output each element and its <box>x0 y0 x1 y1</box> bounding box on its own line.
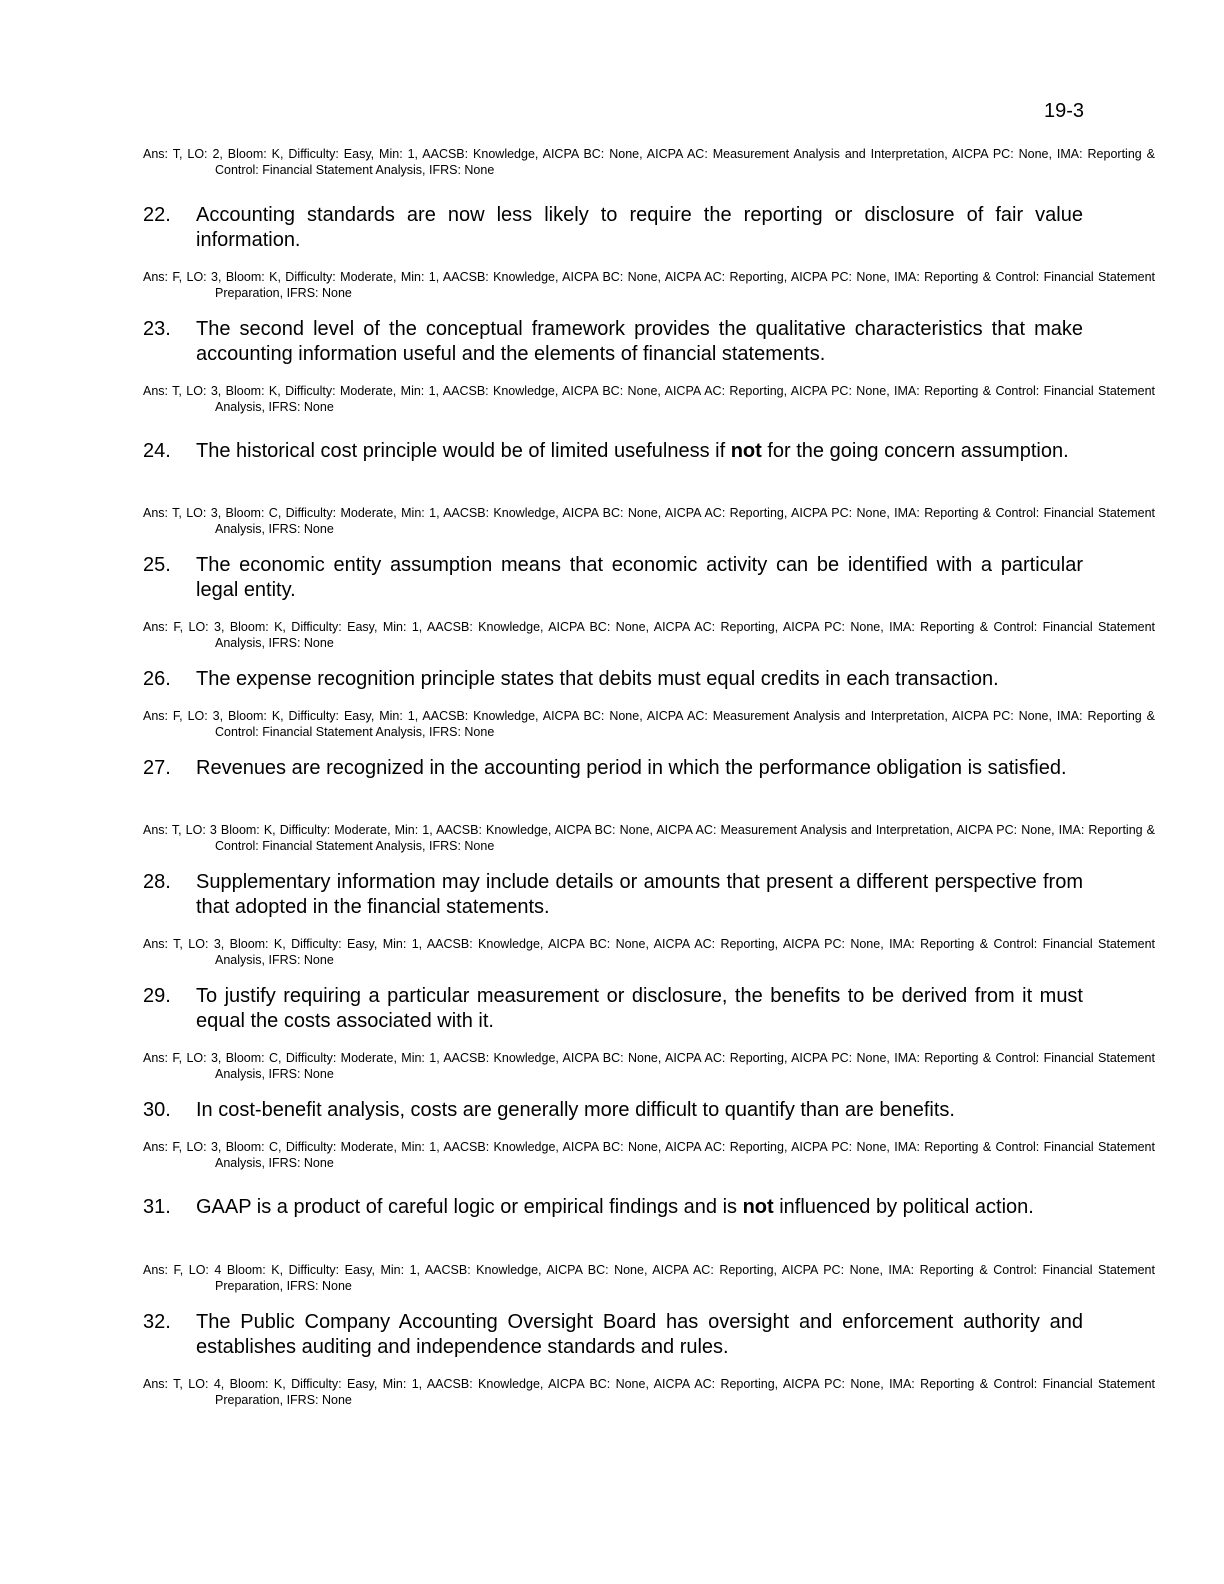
question-number: 22. <box>143 204 171 226</box>
question-number: 27. <box>143 757 171 779</box>
question-25 <box>143 553 1083 603</box>
answer-key-22: Ans: F, LO: 3, Bloom: K, Difficulty: Moderate, Min: 1, AACSB: Knowledge, AICPA BC: None, AICPA AC: Reporting, AICPA PC: None, IMA: Reporting & Control: Financial Statement Preparation, IFRS: None <box>143 270 1155 300</box>
answer-key-23: Ans: T, LO: 3, Bloom: K, Difficulty: Moderate, Min: 1, AACSB: Knowledge, AICPA BC: None, AICPA AC: Reporting, AICPA PC: None, IMA: Reporting & Control: Financial Statement Analysis, IFRS: None <box>143 384 1155 414</box>
question-text: Accounting standards are now less likely to require the reporting or disclosure of fair value information. <box>196 204 1083 251</box>
question-number: 31. <box>143 1196 171 1218</box>
question-number: 28. <box>143 871 171 893</box>
question-number: 24. <box>143 440 171 462</box>
question-30 <box>143 1098 1083 1123</box>
answer-key-25: Ans: F, LO: 3, Bloom: K, Difficulty: Easy, Min: 1, AACSB: Knowledge, AICPA BC: None, AICPA AC: Reporting, AICPA PC: None, IMA: Reporting & Control: Financial Statement Analysis, IFRS: None <box>143 620 1155 650</box>
question-text: In cost-benefit analysis, costs are generally more difficult to quantify than are benefits. <box>196 1099 955 1121</box>
answer-key-30: Ans: F, LO: 3, Bloom: C, Difficulty: Moderate, Min: 1, AACSB: Knowledge, AICPA BC: None, AICPA AC: Reporting, AICPA PC: None, IMA: Reporting & Control: Financial Statement Analysis, IFRS: None <box>143 1140 1155 1170</box>
answer-key-29: Ans: F, LO: 3, Bloom: C, Difficulty: Moderate, Min: 1, AACSB: Knowledge, AICPA BC: None, AICPA AC: Reporting, AICPA PC: None, IMA: Reporting & Control: Financial Statement Analysis, IFRS: None <box>143 1051 1155 1081</box>
question-text: Revenues are recognized in the accounting period in which the performance obligation is satisfied. <box>196 757 1067 779</box>
answer-key-24: Ans: T, LO: 3, Bloom: C, Difficulty: Moderate, Min: 1, AACSB: Knowledge, AICPA BC: None, AICPA AC: Reporting, AICPA PC: None, IMA: Reporting & Control: Financial Statement Analysis, IFRS: None <box>143 506 1155 536</box>
question-text: The historical cost principle would be of limited usefulness if not for the going concern assumption. <box>196 440 1069 462</box>
answer-key-31: Ans: F, LO: 4 Bloom: K, Difficulty: Easy, Min: 1, AACSB: Knowledge, AICPA BC: None, AICPA AC: Reporting, AICPA PC: None, IMA: Reporting & Control: Financial Statement Preparation, IFRS: None <box>143 1263 1155 1293</box>
question-number: 25. <box>143 554 171 576</box>
question-28 <box>143 870 1083 920</box>
question-text: The expense recognition principle states that debits must equal credits in each transaction. <box>196 668 999 690</box>
question-text: The Public Company Accounting Oversight Board has oversight and enforcement authority and establishes auditing and independence standards and rules. <box>196 1311 1083 1358</box>
question-32 <box>143 1310 1083 1360</box>
question-24 <box>143 439 1083 464</box>
question-text: To justify requiring a particular measurement or disclosure, the benefits to be derived from it must equal the costs associated with it. <box>196 985 1083 1032</box>
answer-key-32: Ans: T, LO: 4, Bloom: K, Difficulty: Easy, Min: 1, AACSB: Knowledge, AICPA BC: None, AICPA AC: Reporting, AICPA PC: None, IMA: Reporting & Control: Financial Statement Preparation, IFRS: None <box>143 1377 1155 1407</box>
question-31 <box>143 1195 1083 1220</box>
question-text: The second level of the conceptual framework provides the qualitative characteristics that make accounting information useful and the elements of financial statements. <box>196 318 1083 365</box>
answer-key-27: Ans: T, LO: 3 Bloom: K, Difficulty: Moderate, Min: 1, AACSB: Knowledge, AICPA BC: None, AICPA AC: Measurement Analysis and Interpretation, AICPA PC: None, IMA: Reporting & Control: Financial Statement Analysis, IFRS: None <box>143 823 1155 853</box>
question-number: 26. <box>143 668 171 690</box>
question-text: GAAP is a product of careful logic or empirical findings and is not influenced by political action. <box>196 1196 1034 1218</box>
question-27 <box>143 756 1083 781</box>
answer-key-26: Ans: F, LO: 3, Bloom: K, Difficulty: Easy, Min: 1, AACSB: Knowledge, AICPA BC: None, AICPA AC: Measurement Analysis and Interpretation, AICPA PC: None, IMA: Reporting & Control: Financial Statement Analysis, IFRS: None <box>143 709 1155 739</box>
question-number: 32. <box>143 1311 171 1333</box>
question-text: Supplementary information may include details or amounts that present a different perspective from that adopted in the financial statements. <box>196 871 1083 918</box>
question-number: 23. <box>143 318 171 340</box>
question-23 <box>143 317 1083 367</box>
answer-key-top: Ans: T, LO: 2, Bloom: K, Difficulty: Easy, Min: 1, AACSB: Knowledge, AICPA BC: None, AICPA AC: Measurement Analysis and Interpretation, AICPA PC: None, IMA: Reporting & Control: Financial Statement Analysis, IFRS: None <box>143 147 1155 177</box>
question-number: 29. <box>143 985 171 1007</box>
page-number: 19-3 <box>1043 100 1084 122</box>
question-text: The economic entity assumption means that economic activity can be identified with a particular legal entity. <box>196 554 1083 601</box>
question-22 <box>143 203 1083 253</box>
answer-key-28: Ans: T, LO: 3, Bloom: K, Difficulty: Easy, Min: 1, AACSB: Knowledge, AICPA BC: None, AICPA AC: Reporting, AICPA PC: None, IMA: Reporting & Control: Financial Statement Analysis, IFRS: None <box>143 937 1155 967</box>
question-number: 30. <box>143 1099 171 1121</box>
question-29 <box>143 984 1083 1034</box>
question-26 <box>143 667 1083 692</box>
